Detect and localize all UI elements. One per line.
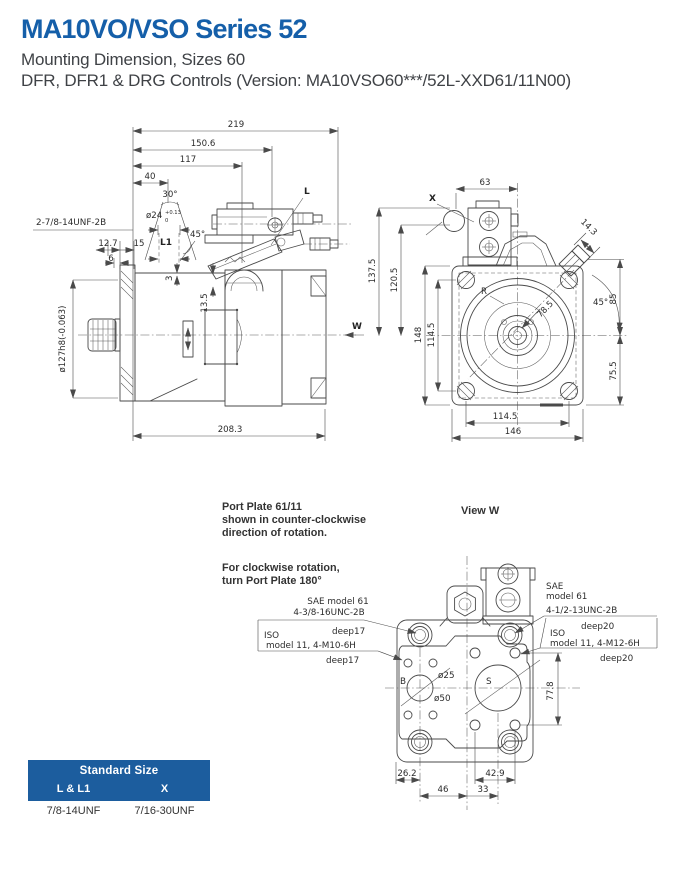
view-w-title: View W (461, 505, 500, 517)
dim-dia25: ø25 (438, 671, 455, 681)
dim-114-5-left: 114.5 (427, 322, 437, 348)
dim-219: 219 (227, 120, 245, 130)
dim-45deg-rear: 45° (593, 298, 609, 308)
header (21, 14, 681, 91)
dim-85: 85 (609, 293, 619, 305)
dim-150-6: 150.6 (190, 139, 216, 149)
rear-dome (496, 232, 556, 266)
label-iso-left-1: ISO (264, 631, 280, 641)
label-r: R (481, 287, 487, 297)
label-sae-left-2: 4-3/8-16UNC-2B (293, 608, 365, 618)
sae-iso-right-labels (515, 582, 657, 664)
dim-bore: ø24 (146, 211, 163, 221)
dim-dia50: ø50 (434, 694, 451, 704)
table-header-box (28, 760, 210, 801)
label-iso-right-2: model 11, 4-M12-6H (550, 639, 640, 649)
dim-30deg: 30° (162, 190, 178, 200)
dim-13-5: 13.5 (200, 293, 210, 313)
sae-iso-left-labels (258, 597, 416, 666)
table-value-l-l1: 7/8-14UNF (46, 805, 101, 817)
rear-dimensions (368, 178, 624, 442)
dim-42-9: 42.9 (485, 769, 505, 779)
label-deep17-a: deep17 (332, 627, 366, 637)
dim-78-5: 78.5 (535, 299, 556, 320)
label-sae-right-1: SAE (546, 582, 564, 592)
label-w: W (352, 322, 362, 332)
label-iso-left-2: model 11, 4-M10-6H (266, 641, 356, 651)
dim-40: 40 (144, 172, 156, 182)
pump-body (78, 265, 356, 406)
label-deep17-b: deep17 (326, 656, 360, 666)
dim-146: 146 (504, 427, 522, 437)
label-x: X (429, 194, 436, 204)
rear-view-drawing (370, 113, 693, 458)
port-face-body (397, 620, 540, 762)
dim-45deg: 45° (190, 230, 206, 240)
label-deep20-a: deep20 (581, 622, 615, 632)
side-small-dims (165, 263, 213, 313)
table-title: Standard Size (79, 765, 159, 777)
dim-148: 148 (414, 326, 424, 344)
dim-bore-tol-lower: 0 (165, 218, 169, 224)
table-col-x: X (160, 783, 169, 795)
label-port-s: S (486, 677, 492, 687)
shaft-dia-dim (58, 280, 73, 398)
label-port-thread: 2-7/8-14UNF-2B (36, 218, 107, 228)
control-valve (205, 203, 352, 279)
note-line: direction of rotation. (222, 527, 327, 539)
note-line: For clockwise rotation, (222, 562, 340, 574)
dim-3: 3 (165, 275, 175, 281)
dim-114-5-bottom: 114.5 (492, 412, 518, 422)
label-deep20-b: deep20 (600, 654, 634, 664)
dim-77-8: 77.8 (546, 681, 556, 701)
label-sae-right-2: model 61 (546, 592, 588, 602)
side-dimensions (33, 120, 338, 268)
note-line: shown in counter-clockwise (222, 514, 366, 526)
dim-bore-tol-upper: +0.13 (165, 210, 181, 216)
dim-6: 6 (108, 254, 114, 264)
dim-208-3: 208.3 (217, 425, 243, 435)
label-sae-right-3: 4-1/2-13UNC-2B (546, 606, 618, 616)
table-col-l-l1: L & L1 (56, 783, 91, 795)
angled-port (559, 245, 590, 276)
view-direction-w (345, 322, 364, 335)
label-l1: L1 (160, 238, 172, 248)
rear-body (452, 245, 590, 405)
controls-line: DFR, DFR1 & DRG Controls (Version: MA10VSO60***/52L-XXD61/11N00) (21, 71, 571, 90)
dim-137-5: 137.5 (368, 258, 378, 284)
side-extension-lines (73, 127, 338, 441)
dim-63: 63 (479, 178, 491, 188)
page-subtitle: Mounting Dimension, Sizes 60 (21, 50, 246, 69)
label-iso-right-1: ISO (550, 629, 566, 639)
view-w-drawing (250, 548, 693, 848)
dim-15: 15 (133, 239, 145, 249)
dim-120-5: 120.5 (390, 267, 400, 293)
dim-117: 117 (179, 155, 197, 165)
rear-valve (426, 201, 518, 266)
note-line: turn Port Plate 180° (222, 575, 322, 587)
dim-46: 46 (437, 785, 449, 795)
page-title: MA10VO/VSO Series 52 (21, 14, 307, 44)
dim-shaft-dia: ø127h8(-0.063) (58, 305, 68, 373)
dim-33: 33 (477, 785, 489, 795)
top-assembly (440, 564, 535, 626)
label-sae-left-1: SAE model 61 (307, 597, 369, 607)
standard-size-table (28, 760, 210, 817)
dim-26-2: 26.2 (397, 769, 417, 779)
side-view-drawing (20, 113, 370, 458)
note-line: Port Plate 61/11 (222, 501, 302, 513)
dim-12-7: 12.7 (98, 239, 118, 249)
table-value-x: 7/16-30UNF (134, 805, 195, 817)
label-port-b: B (400, 677, 407, 687)
dim-75-5: 75.5 (609, 361, 619, 381)
label-l: L (304, 187, 310, 197)
side-bottom-dim (133, 425, 325, 436)
dim-14-3: 14.3 (578, 217, 599, 238)
